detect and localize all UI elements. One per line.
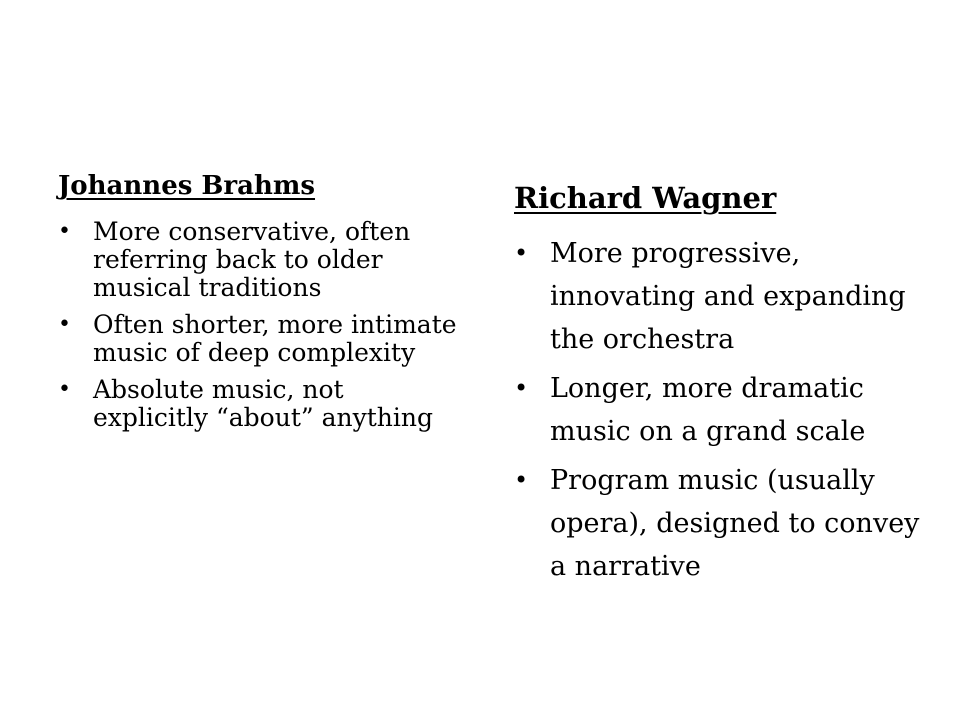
wagner-column [514, 176, 934, 588]
list-item-text: Longer, more dramatic music on a grand scale [550, 373, 866, 447]
list-item [58, 218, 463, 302]
list-item [58, 311, 463, 367]
bullet-icon: • [514, 466, 529, 494]
list-item [514, 367, 934, 453]
brahms-heading: Johannes Brahms [58, 171, 316, 201]
list-item-text: More conservative, often referring back to older musical traditions [93, 217, 411, 302]
brahms-column [58, 164, 463, 432]
wagner-list [514, 232, 934, 588]
bullet-icon: • [514, 239, 529, 267]
list-item-text: Absolute music, not explicitly “about” anything [93, 375, 433, 432]
list-item-text: More progressive, innovating and expanding the orchestra [550, 238, 906, 355]
bullet-icon: • [514, 374, 529, 402]
list-item-text: Often shorter, more intimate music of deep complexity [93, 310, 457, 367]
list-item [514, 459, 934, 588]
bullet-icon: • [58, 377, 71, 402]
bullet-icon: • [58, 219, 71, 244]
wagner-heading: Richard Wagner [514, 181, 777, 215]
list-item-text: Program music (usually opera), designed to convey a narrative [550, 465, 920, 582]
list-item [514, 232, 934, 361]
list-item [58, 376, 463, 432]
bullet-icon: • [58, 312, 71, 337]
brahms-list [58, 218, 463, 432]
